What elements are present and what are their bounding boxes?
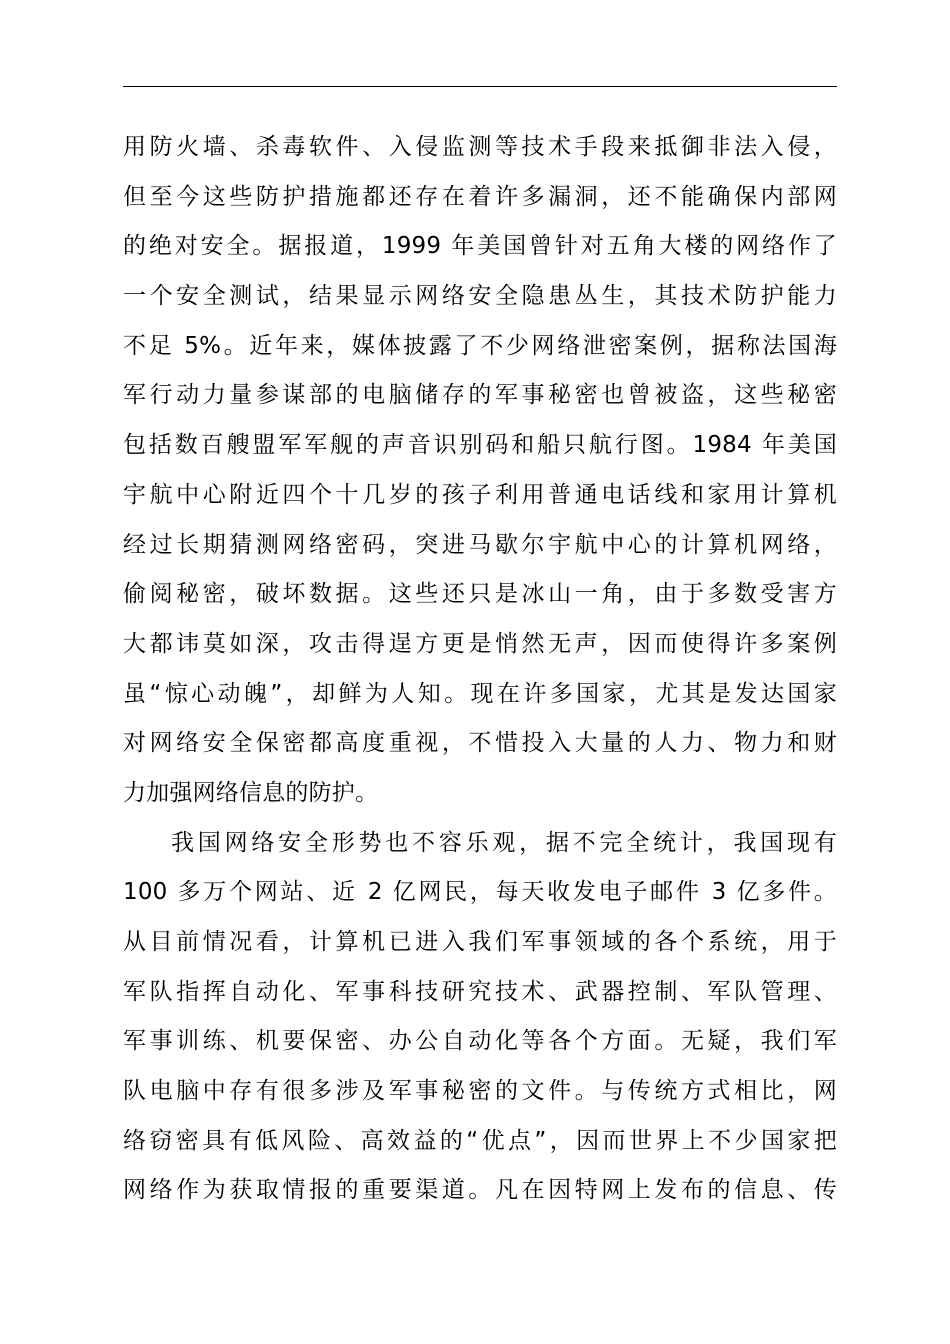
text-line: 络窃密具有低风险、高效益的“优点”，因而世界上不少国家把 <box>123 1127 837 1154</box>
text-line: 队电脑中存有很多涉及军事秘密的文件。与传统方式相比，网 <box>123 1078 837 1105</box>
text-line: 的绝对安全。据报道，1999 年美国曾针对五角大楼的网络作了 <box>123 233 837 260</box>
text-line: 虽“惊心动魄”，却鲜为人知。现在许多国家，尤其是发达国家 <box>123 680 837 707</box>
text-line: 力加强网络信息的防护。 <box>123 779 379 806</box>
text-line: 军行动力量参谋部的电脑储存的军事秘密也曾被盗，这些秘密 <box>123 382 837 409</box>
text-line: 网络作为获取情报的重要渠道。凡在因特网上发布的信息、传 <box>123 1177 837 1204</box>
text-line: 但至今这些防护措施都还存在着许多漏洞，还不能确保内部网 <box>123 183 837 210</box>
text-line: 用防火墙、杀毒软件、入侵监测等技术手段来抵御非法入侵， <box>123 134 837 160</box>
text-line: 从目前情况看，计算机已进入我们军事领域的各个系统，用于 <box>123 929 837 955</box>
text-line: 经过长期猜测网络密码，突进马歇尔宇航中心的计算机网络， <box>123 531 837 558</box>
body-text <box>123 123 837 1216</box>
text-line: 军事训练、机要保密、办公自动化等各个方面。无疑，我们军 <box>123 1028 837 1055</box>
text-line: 对网络安全保密都高度重视，不惜投入大量的人力、物力和财 <box>123 730 837 757</box>
text-line: 大都讳莫如深，攻击得逞方更是悄然无声，因而使得许多案例 <box>123 630 837 657</box>
text-line: 不足 5%。近年来，媒体披露了不少网络泄密案例，据称法国海 <box>123 332 837 359</box>
text-line: 偷阅秘密，破坏数据。这些还只是冰山一角，由于多数受害方 <box>123 581 837 608</box>
text-line: 我国网络安全形势也不容乐观，据不完全统计，我国现有 <box>171 829 837 856</box>
text-line: 一个安全测试，结果显示网络安全隐患丛生，其技术防护能力 <box>123 283 837 310</box>
header-rule <box>123 86 837 87</box>
text-line: 宇航中心附近四个十几岁的孩子利用普通电话线和家用计算机 <box>123 481 837 508</box>
text-line: 包括数百艘盟军军舰的声音识别码和船只航行图。1984 年美国 <box>123 432 837 459</box>
text-line: 100 多万个网站、近 2 亿网民，每天收发电子邮件 3 亿多件。 <box>123 879 837 906</box>
text-line: 军队指挥自动化、军事科技研究技术、武器控制、军队管理、 <box>123 978 837 1005</box>
